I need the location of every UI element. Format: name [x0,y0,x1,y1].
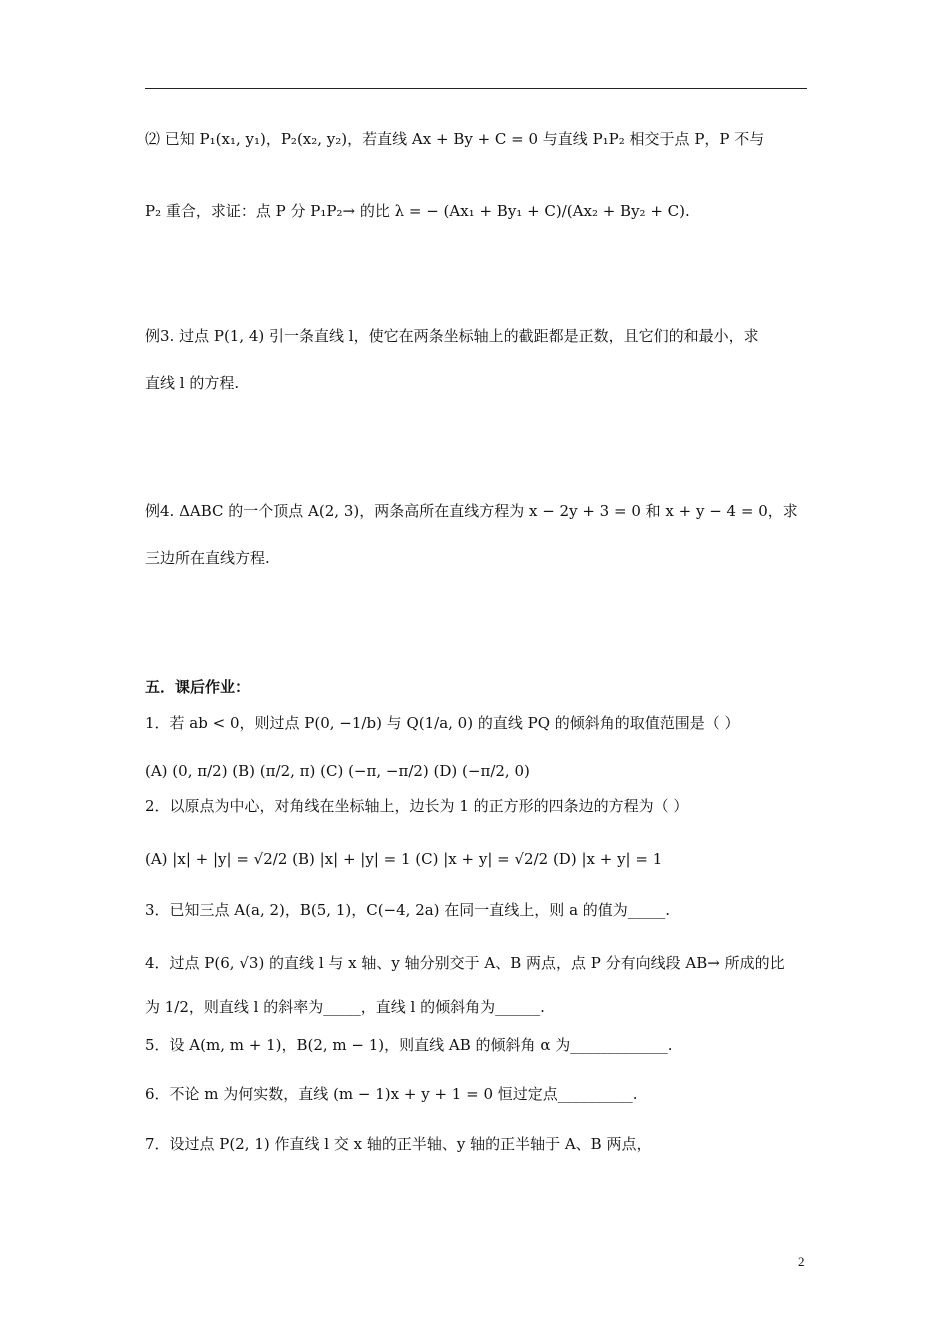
homework-1-choices: (A) (0, π/2) (B) (π/2, π) (C) (−π, −π/2) (D) (−π/2, 0) [145,762,530,780]
homework-4-line-2: 为 1/2，则直线 l 的斜率为_____，直线 l 的倾斜角为______. [145,998,545,1016]
homework-3: 3．已知三点 A(a, 2)，B(5, 1)，C(−4, 2a) 在同一直线上，则 a 的值为_____. [145,901,671,919]
homework-2-question: 2．以原点为中心，对角线在坐标轴上，边长为 1 的正方形的四条边的方程为（ ） [145,797,689,815]
homework-4-line-1: 4．过点 P(6, √3) 的直线 l 与 x 轴、y 轴分别交于 A、B 两点，点 P 分有向线段 AB→ 所成的比 [145,954,785,972]
problem-2-line-1: ⑵ 已知 P₁(x₁, y₁)，P₂(x₂, y₂)，若直线 Ax + By + C = 0 与直线 P₁P₂ 相交于点 P，P 不与 [145,130,765,148]
homework-1-question: 1．若 ab < 0，则过点 P(0, −1/b) 与 Q(1/a, 0) 的直线 PQ 的倾斜角的取值范围是（ ） [145,714,740,732]
homework-7: 7．设过点 P(2, 1) 作直线 l 交 x 轴的正半轴、y 轴的正半轴于 A、B 两点， [145,1135,652,1153]
example-3-line-2: 直线 l 的方程. [145,374,240,392]
example-4-line-1: 例4. ΔABC 的一个顶点 A(2, 3)，两条高所在直线方程为 x − 2y + 3 = 0 和 x + y − 4 = 0，求 [145,502,798,520]
header-rule [145,88,807,89]
homework-2-choices: (A) |x| + |y| = √2/2 (B) |x| + |y| = 1 (C) |x + y| = √2/2 (D) |x + y| = 1 [145,850,663,868]
problem-2-line-2: P₂ 重合，求证：点 P 分 P₁P₂→ 的比 λ = − (Ax₁ + By₁ + C)/(Ax₂ + By₂ + C). [145,202,690,220]
homework-6: 6．不论 m 为何实数，直线 (m − 1)x + y + 1 = 0 恒过定点__________. [145,1085,638,1103]
homework-heading: 五．课后作业： [145,678,251,696]
page-number: 2 [798,1254,805,1269]
example-4-line-2: 三边所在直线方程. [145,549,270,567]
homework-5: 5．设 A(m, m + 1)，B(2, m − 1)，则直线 AB 的倾斜角 α 为_____________. [145,1036,673,1054]
example-3-line-1: 例3. 过点 P(1, 4) 引一条直线 l，使它在两条坐标轴上的截距都是正数，且它们的和最小，求 [145,327,759,345]
